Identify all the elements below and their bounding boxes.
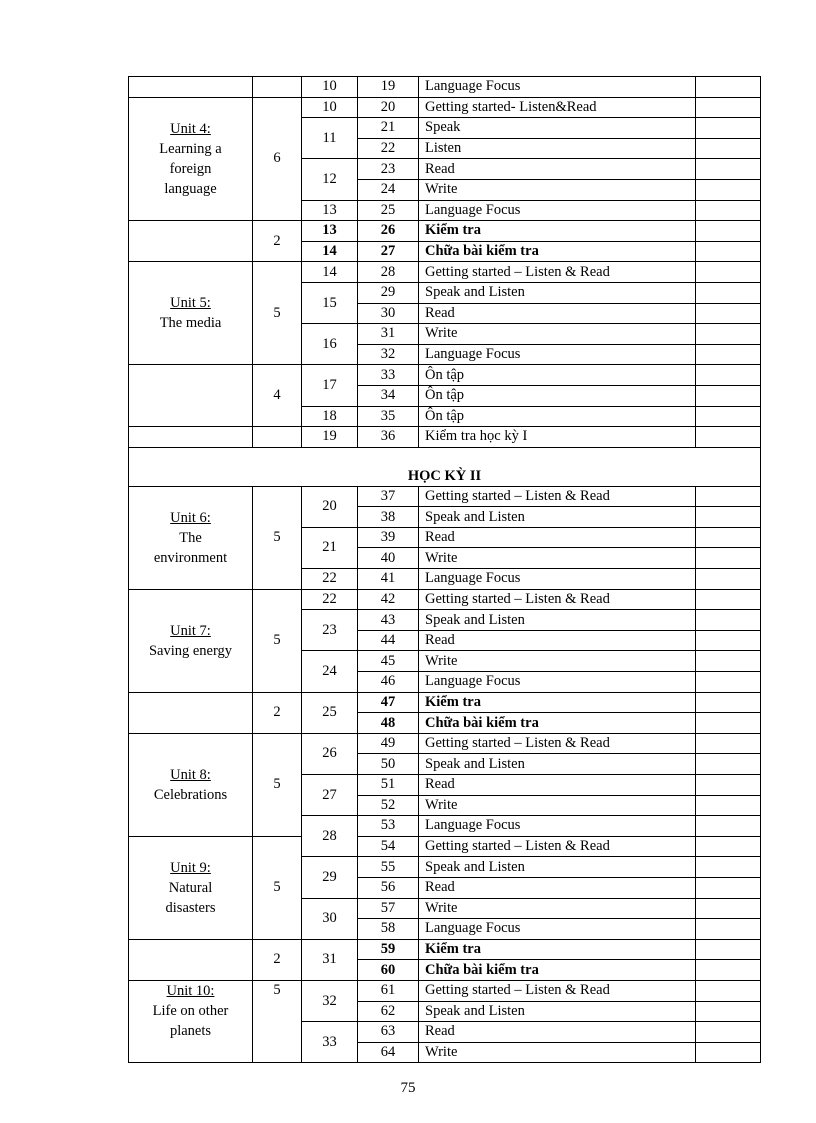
table-row	[129, 836, 761, 857]
period-cell: 26	[358, 221, 419, 242]
lesson-cell: Kiểm tra	[419, 939, 696, 960]
period-cell: 60	[358, 960, 419, 981]
unit-periods-cell: 5	[253, 980, 302, 1062]
lesson-cell: Read	[419, 877, 696, 898]
period-cell: 35	[358, 406, 419, 427]
lesson-cell: Listen	[419, 138, 696, 159]
week-cell: 28	[302, 816, 358, 857]
unit-cell	[129, 939, 253, 980]
week-cell: 14	[302, 241, 358, 262]
note-cell	[696, 980, 761, 1001]
note-cell	[696, 138, 761, 159]
lesson-cell: Write	[419, 1042, 696, 1063]
note-cell	[696, 507, 761, 528]
unit-title: Unit 10:	[166, 982, 215, 999]
lesson-cell: Chữa bài kiểm tra	[419, 241, 696, 262]
week-cell: 10	[302, 97, 358, 118]
period-cell: 33	[358, 365, 419, 386]
unit-cell	[129, 77, 253, 98]
lesson-cell: Speak and Listen	[419, 610, 696, 631]
period-cell: 24	[358, 179, 419, 200]
lesson-cell: Getting started- Listen&Read	[419, 97, 696, 118]
lesson-cell: Speak and Listen	[419, 1001, 696, 1022]
note-cell	[696, 179, 761, 200]
unit-periods-cell: 5	[253, 733, 302, 836]
unit-cell	[129, 980, 253, 1062]
note-cell	[696, 262, 761, 283]
unit-periods-cell: 5	[253, 486, 302, 589]
period-cell: 57	[358, 898, 419, 919]
lesson-cell: Write	[419, 324, 696, 345]
lesson-cell: Write	[419, 548, 696, 569]
week-cell: 29	[302, 857, 358, 898]
note-cell	[696, 427, 761, 448]
unit-name-line: foreign	[169, 160, 212, 177]
unit-title: Unit 4:	[170, 120, 211, 137]
period-cell: 29	[358, 282, 419, 303]
unit-title: Unit 8:	[170, 766, 211, 783]
unit-name-line: language	[164, 180, 217, 197]
lesson-cell: Write	[419, 179, 696, 200]
period-cell: 56	[358, 877, 419, 898]
note-cell	[696, 795, 761, 816]
unit-name-line: Celebrations	[153, 786, 228, 803]
period-cell: 25	[358, 200, 419, 221]
table-row	[129, 77, 761, 98]
period-cell: 52	[358, 795, 419, 816]
week-cell: 11	[302, 118, 358, 159]
period-cell: 58	[358, 919, 419, 940]
note-cell	[696, 775, 761, 796]
lesson-cell: Speak	[419, 118, 696, 139]
period-cell: 48	[358, 713, 419, 734]
note-cell	[696, 816, 761, 837]
unit-name-line: Learning a	[159, 140, 222, 157]
note-cell	[696, 569, 761, 590]
week-cell: 22	[302, 589, 358, 610]
lesson-cell: Language Focus	[419, 672, 696, 693]
note-cell	[696, 692, 761, 713]
note-cell	[696, 754, 761, 775]
lesson-cell: Language Focus	[419, 816, 696, 837]
lesson-cell: Ôn tập	[419, 365, 696, 386]
lesson-cell: Getting started – Listen & Read	[419, 836, 696, 857]
lesson-cell: Language Focus	[419, 344, 696, 365]
period-cell: 50	[358, 754, 419, 775]
unit-cell	[129, 486, 253, 589]
unit-name-line: Saving energy	[148, 642, 233, 659]
note-cell	[696, 630, 761, 651]
note-cell	[696, 733, 761, 754]
week-cell: 27	[302, 775, 358, 816]
unit-periods-cell: 2	[253, 221, 302, 262]
period-cell: 61	[358, 980, 419, 1001]
period-cell: 55	[358, 857, 419, 878]
unit-periods-cell: 5	[253, 262, 302, 365]
lesson-cell: Speak and Listen	[419, 507, 696, 528]
period-cell: 44	[358, 630, 419, 651]
note-cell	[696, 1042, 761, 1063]
week-cell: 26	[302, 733, 358, 774]
unit-title: Unit 9:	[170, 859, 211, 876]
note-cell	[696, 651, 761, 672]
lesson-cell: Language Focus	[419, 919, 696, 940]
lesson-cell: Speak and Listen	[419, 857, 696, 878]
lesson-cell: Chữa bài kiểm tra	[419, 960, 696, 981]
unit-periods-cell: 4	[253, 365, 302, 427]
period-cell: 49	[358, 733, 419, 754]
table-row	[129, 262, 761, 283]
section-row	[129, 447, 761, 486]
period-cell: 19	[358, 77, 419, 98]
week-cell: 16	[302, 324, 358, 365]
period-cell: 54	[358, 836, 419, 857]
lesson-cell: Kiểm tra	[419, 221, 696, 242]
note-cell	[696, 857, 761, 878]
lesson-cell: Getting started – Listen & Read	[419, 262, 696, 283]
table-row	[129, 97, 761, 118]
lesson-cell: Language Focus	[419, 200, 696, 221]
note-cell	[696, 1022, 761, 1043]
note-cell	[696, 406, 761, 427]
page-number: 75	[400, 1080, 416, 1096]
unit-name-line: disasters	[165, 899, 216, 916]
note-cell	[696, 118, 761, 139]
note-cell	[696, 672, 761, 693]
table-row	[129, 980, 761, 1001]
period-cell: 63	[358, 1022, 419, 1043]
note-cell	[696, 486, 761, 507]
note-cell	[696, 241, 761, 262]
unit-title: Unit 7:	[170, 622, 211, 639]
unit-cell	[129, 589, 253, 692]
unit-periods-cell: 5	[253, 836, 302, 939]
table-row	[129, 365, 761, 386]
lesson-cell: Kiểm tra	[419, 692, 696, 713]
note-cell	[696, 344, 761, 365]
note-cell	[696, 877, 761, 898]
section-heading: HỌC KỲ II	[129, 447, 761, 486]
lesson-cell: Read	[419, 630, 696, 651]
period-cell: 62	[358, 1001, 419, 1022]
note-cell	[696, 836, 761, 857]
period-cell: 46	[358, 672, 419, 693]
period-cell: 38	[358, 507, 419, 528]
week-cell: 17	[302, 365, 358, 406]
period-cell: 27	[358, 241, 419, 262]
unit-cell	[129, 365, 253, 427]
unit-periods-cell: 2	[253, 939, 302, 980]
lesson-cell: Chữa bài kiểm tra	[419, 713, 696, 734]
period-cell: 42	[358, 589, 419, 610]
note-cell	[696, 303, 761, 324]
period-cell: 40	[358, 548, 419, 569]
lesson-cell: Getting started – Listen & Read	[419, 733, 696, 754]
note-cell	[696, 919, 761, 940]
week-cell: 21	[302, 527, 358, 568]
period-cell: 21	[358, 118, 419, 139]
unit-cell	[129, 262, 253, 365]
unit-name-line: The	[179, 529, 202, 546]
unit-name-line: The media	[159, 315, 222, 332]
lesson-cell: Write	[419, 651, 696, 672]
unit-name-line: planets	[169, 1022, 212, 1039]
unit-name-line: Natural	[168, 879, 213, 896]
lesson-cell: Read	[419, 159, 696, 180]
week-cell: 13	[302, 200, 358, 221]
unit-periods-cell: 6	[253, 97, 302, 221]
week-cell: 12	[302, 159, 358, 200]
note-cell	[696, 589, 761, 610]
period-cell: 32	[358, 344, 419, 365]
week-cell: 14	[302, 262, 358, 283]
unit-periods-cell: 5	[253, 589, 302, 692]
note-cell	[696, 960, 761, 981]
unit-periods-cell	[253, 427, 302, 448]
week-cell: 20	[302, 486, 358, 527]
unit-cell	[129, 836, 253, 939]
period-cell: 36	[358, 427, 419, 448]
note-cell	[696, 200, 761, 221]
table-row	[129, 589, 761, 610]
note-cell	[696, 77, 761, 98]
lesson-cell: Getting started – Listen & Read	[419, 589, 696, 610]
lesson-cell: Getting started – Listen & Read	[419, 486, 696, 507]
lesson-cell: Speak and Listen	[419, 754, 696, 775]
lesson-cell: Write	[419, 898, 696, 919]
week-cell: 31	[302, 939, 358, 980]
period-cell: 45	[358, 651, 419, 672]
unit-cell	[129, 427, 253, 448]
period-cell: 31	[358, 324, 419, 345]
period-cell: 53	[358, 816, 419, 837]
period-cell: 51	[358, 775, 419, 796]
unit-title: Unit 5:	[170, 295, 211, 312]
lesson-cell: Language Focus	[419, 77, 696, 98]
lesson-cell: Read	[419, 775, 696, 796]
note-cell	[696, 939, 761, 960]
week-cell: 25	[302, 692, 358, 733]
note-cell	[696, 159, 761, 180]
lesson-cell: Ôn tập	[419, 406, 696, 427]
period-cell: 64	[358, 1042, 419, 1063]
period-cell: 30	[358, 303, 419, 324]
unit-name-line: Life on other	[152, 1002, 229, 1019]
period-cell: 28	[358, 262, 419, 283]
note-cell	[696, 527, 761, 548]
unit-cell	[129, 733, 253, 836]
unit-cell	[129, 692, 253, 733]
unit-cell	[129, 221, 253, 262]
table-row	[129, 427, 761, 448]
note-cell	[696, 282, 761, 303]
period-cell: 47	[358, 692, 419, 713]
note-cell	[696, 97, 761, 118]
note-cell	[696, 548, 761, 569]
unit-name-line: environment	[153, 549, 228, 566]
week-cell: 30	[302, 898, 358, 939]
period-cell: 41	[358, 569, 419, 590]
lesson-cell: Getting started – Listen & Read	[419, 980, 696, 1001]
week-cell: 10	[302, 77, 358, 98]
table-row	[129, 221, 761, 242]
note-cell	[696, 365, 761, 386]
table-row	[129, 692, 761, 713]
lesson-cell: Ôn tập	[419, 385, 696, 406]
lesson-cell: Read	[419, 1022, 696, 1043]
week-cell: 15	[302, 282, 358, 323]
table-row	[129, 939, 761, 960]
unit-periods-cell	[253, 77, 302, 98]
note-cell	[696, 324, 761, 345]
period-cell: 39	[358, 527, 419, 548]
period-cell: 59	[358, 939, 419, 960]
period-cell: 43	[358, 610, 419, 631]
week-cell: 13	[302, 221, 358, 242]
lesson-cell: Read	[419, 527, 696, 548]
note-cell	[696, 1001, 761, 1022]
week-cell: 24	[302, 651, 358, 692]
unit-cell	[129, 97, 253, 221]
period-cell: 37	[358, 486, 419, 507]
week-cell: 23	[302, 610, 358, 651]
unit-title: Unit 6:	[170, 509, 211, 526]
lesson-cell: Read	[419, 303, 696, 324]
note-cell	[696, 610, 761, 631]
period-cell: 20	[358, 97, 419, 118]
week-cell: 18	[302, 406, 358, 427]
note-cell	[696, 221, 761, 242]
unit-periods-cell: 2	[253, 692, 302, 733]
lesson-cell: Write	[419, 795, 696, 816]
period-cell: 34	[358, 385, 419, 406]
table-row	[129, 486, 761, 507]
week-cell: 33	[302, 1022, 358, 1063]
period-cell: 22	[358, 138, 419, 159]
week-cell: 22	[302, 569, 358, 590]
table-row	[129, 733, 761, 754]
curriculum-table	[128, 76, 761, 1063]
note-cell	[696, 385, 761, 406]
week-cell: 19	[302, 427, 358, 448]
note-cell	[696, 713, 761, 734]
lesson-cell: Kiểm tra học kỳ I	[419, 427, 696, 448]
week-cell: 32	[302, 980, 358, 1021]
period-cell: 23	[358, 159, 419, 180]
note-cell	[696, 898, 761, 919]
lesson-cell: Language Focus	[419, 569, 696, 590]
lesson-cell: Speak and Listen	[419, 282, 696, 303]
